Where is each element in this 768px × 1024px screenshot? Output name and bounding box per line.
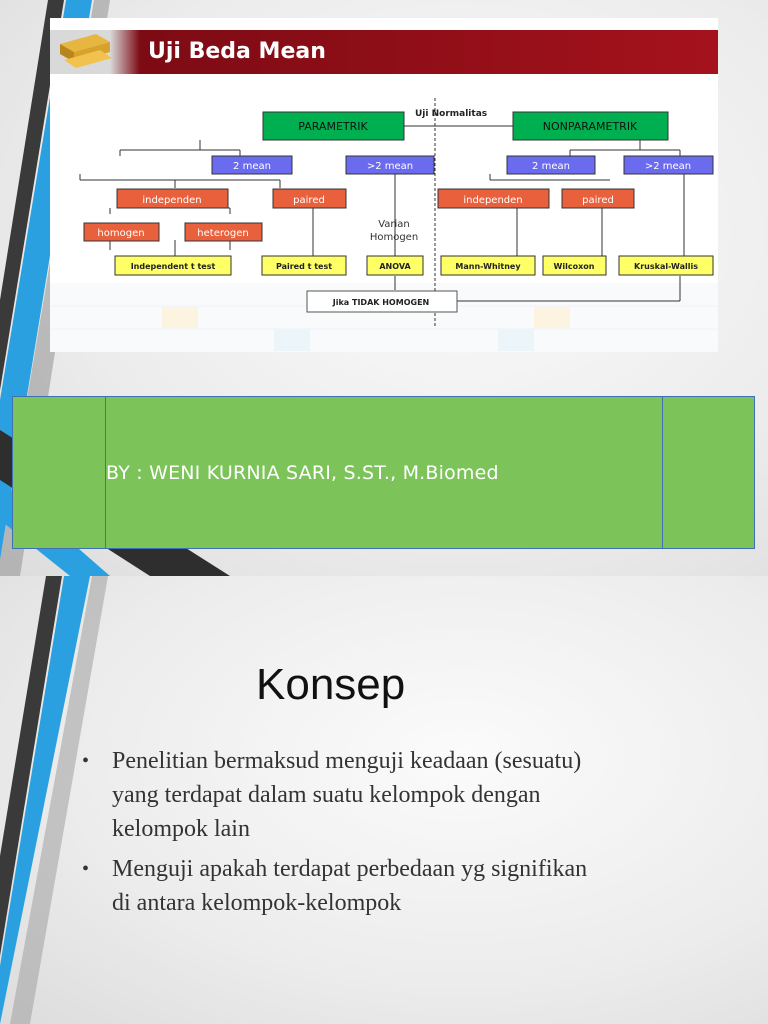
two-mean-right-label: 2 mean — [532, 161, 570, 172]
parametrik-label: PARAMETRIK — [298, 120, 368, 133]
bullet-icon: • — [82, 750, 90, 772]
varian-label-line1: Varian — [378, 219, 410, 230]
independent-t-label: Independent t test — [130, 262, 216, 271]
banner-title: Uji Beda Mean — [148, 39, 326, 64]
gt2-mean-left-label: >2 mean — [366, 161, 414, 172]
nonparametrik-label: NONPARAMETRIK — [542, 120, 638, 133]
bullet-icon: • — [82, 858, 90, 880]
bullet-text: Menguji apakah terdapat perbedaan yg signifikan di antara kelompok-kelompok — [112, 856, 588, 916]
independen-left-label: independen — [142, 195, 202, 206]
author-table — [12, 396, 755, 549]
kruskal-label: Kruskal-Wallis — [634, 262, 698, 271]
paired-t-label: Paired t test — [275, 262, 333, 271]
bullet-item — [82, 744, 602, 846]
varian-label-line2: Homogen — [369, 232, 419, 243]
paired-left-label: paired — [293, 195, 325, 206]
slide-konsep — [0, 576, 768, 1024]
author-credit: BY : WENI KURNIA SARI, S.ST., M.Biomed — [106, 397, 663, 549]
homogen-label: homogen — [97, 228, 145, 239]
bullet-item — [82, 852, 602, 920]
uji-normalitas-label: Uji Normalitas — [415, 109, 488, 119]
two-mean-left-label: 2 mean — [233, 161, 271, 172]
bullet-list — [82, 744, 602, 926]
bullet-text: Penelitian bermaksud menguji keadaan (sesuatu) yang terdapat dalam suatu kelompok dengan kelompok lain — [112, 748, 582, 842]
paired-right-label: paired — [582, 195, 614, 206]
table-cell-right — [663, 397, 755, 549]
gt2-mean-right-label: >2 mean — [644, 161, 692, 172]
independen-right-label: independen — [463, 195, 523, 206]
table-cell-left — [13, 397, 106, 549]
diagram-image — [50, 18, 718, 352]
mann-whitney-label: Mann-Whitney — [455, 262, 521, 271]
tidak-homogen-label: Jika TIDAK HOMOGEN — [332, 298, 430, 307]
test-selection-diagram — [50, 18, 718, 352]
anova-label: ANOVA — [379, 262, 411, 271]
slide-title-konsep: Konsep — [256, 660, 406, 709]
heterogen-label: heterogen — [197, 228, 249, 239]
wilcoxon-label: Wilcoxon — [553, 262, 595, 271]
